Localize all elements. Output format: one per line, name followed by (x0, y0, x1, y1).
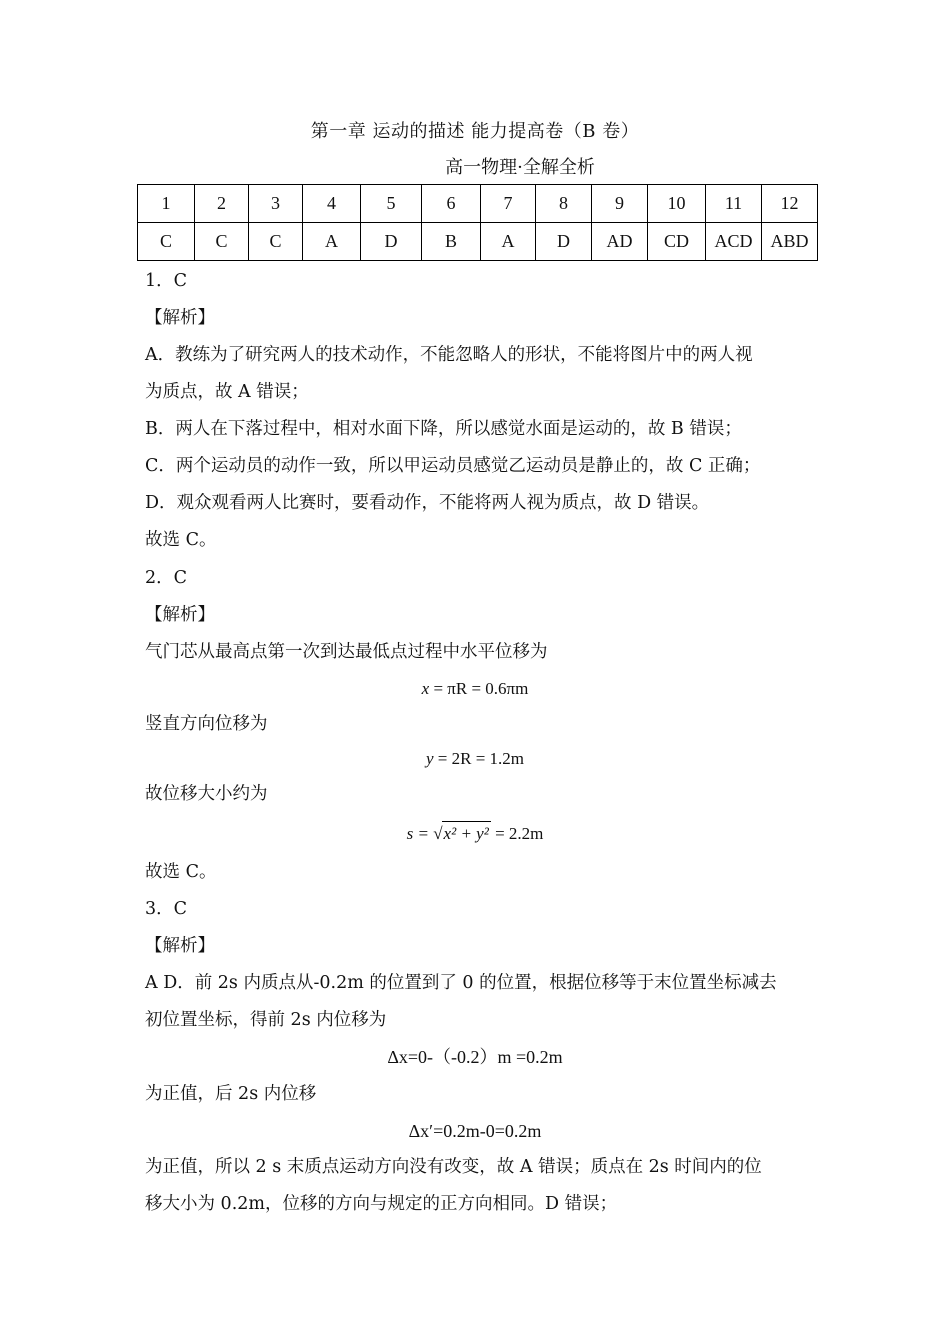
table-cell: CD (648, 223, 706, 261)
eq-rhs: 0.6πm (485, 679, 529, 698)
q3-equation-2: Δx′=0.2m-0=0.2m (408, 1121, 542, 1141)
q3-text-5: 移大小为 0.2m，位移的方向与规定的正方向相同。D 错误； (145, 1194, 618, 1214)
q2-equation-3 (0, 821, 950, 846)
answer-table-header-row (138, 185, 818, 223)
table-cell: D (536, 223, 592, 261)
eq-rhs: = 2.2m (490, 824, 544, 843)
q1-heading: 1．C (145, 271, 188, 291)
q1-conclusion: 故选 C。 (145, 530, 217, 550)
page-title: 第一章 运动的描述 能力提高卷（B 卷） (310, 121, 640, 142)
table-cell: C (195, 223, 249, 261)
q2-equation-2 (0, 747, 950, 771)
q1-option-b: B．两人在下落过程中，相对水面下降，所以感觉水面是运动的，故 B 错误； (145, 419, 742, 439)
eq-radicand: x² + y² (442, 821, 491, 846)
q3-heading: 3．C (145, 899, 188, 919)
table-cell: 11 (706, 185, 762, 223)
q2-conclusion: 故选 C。 (145, 862, 217, 882)
table-cell: 4 (303, 185, 361, 223)
q3-text-2: 初位置坐标，得前 2s 内位移为 (145, 1010, 387, 1030)
q2-text-2: 竖直方向位移为 (145, 714, 268, 734)
sqrt-sign: √ (433, 824, 443, 843)
table-cell: 3 (249, 185, 303, 223)
q2-equation-1 (0, 677, 950, 701)
q2-text-1: 气门芯从最高点第一次到达最低点过程中水平位移为 (145, 642, 548, 662)
q2-heading: 2．C (145, 568, 188, 588)
table-cell: D (361, 223, 422, 261)
eq-lhs: s = (406, 824, 434, 843)
q3-text-4: 为正值，所以 2 s 末质点运动方向没有改变，故 A 错误；质点在 2s 时间内的位 (145, 1157, 762, 1177)
table-cell: 6 (422, 185, 481, 223)
q2-text-3: 故位移大小约为 (145, 784, 268, 804)
table-cell: ACD (706, 223, 762, 261)
table-cell: 10 (648, 185, 706, 223)
q3-text-3: 为正值，后 2s 内位移 (145, 1084, 317, 1104)
table-cell: C (249, 223, 303, 261)
q1-option-d: D．观众观看两人比赛时，要看动作，不能将两人视为质点，故 D 错误。 (145, 493, 710, 513)
table-cell: 8 (536, 185, 592, 223)
page-subtitle: 高一物理·全解全析 (445, 157, 595, 178)
table-cell: A (303, 223, 361, 261)
q1-option-a-line1: A．教练为了研究两人的技术动作，不能忽略人的形状，不能将图片中的两人视 (145, 345, 753, 365)
table-cell: 12 (762, 185, 818, 223)
eq-lhs: x (421, 679, 430, 698)
eq-mid: = πR = (429, 679, 486, 698)
q3-analysis-label: 【解析】 (145, 936, 215, 956)
eq-lhs: y (425, 749, 434, 768)
table-cell: AD (592, 223, 648, 261)
table-cell: ABD (762, 223, 818, 261)
table-cell: 2 (195, 185, 249, 223)
eq-mid: = 2R = (433, 749, 490, 768)
table-cell: 9 (592, 185, 648, 223)
q1-option-a-line2: 为质点，故 A 错误； (145, 382, 309, 402)
table-cell: A (481, 223, 536, 261)
table-cell: 5 (361, 185, 422, 223)
q3-equation-1: Δx=0-（-0.2）m =0.2m (387, 1047, 563, 1067)
eq-rhs: 1.2m (489, 749, 525, 768)
table-cell: 1 (138, 185, 195, 223)
table-cell: C (138, 223, 195, 261)
table-cell: 7 (481, 185, 536, 223)
answer-table (137, 184, 818, 261)
q2-analysis-label: 【解析】 (145, 605, 215, 625)
q1-analysis-label: 【解析】 (145, 308, 215, 328)
q3-text-1: A D．前 2s 内质点从-0.2m 的位置到了 0 的位置，根据位移等于末位置坐标减去 (145, 973, 777, 993)
table-cell: B (422, 223, 481, 261)
answer-table-answer-row (138, 223, 818, 261)
q1-option-c: C．两个运动员的动作一致，所以甲运动员感觉乙运动员是静止的，故 C 正确； (145, 456, 761, 476)
